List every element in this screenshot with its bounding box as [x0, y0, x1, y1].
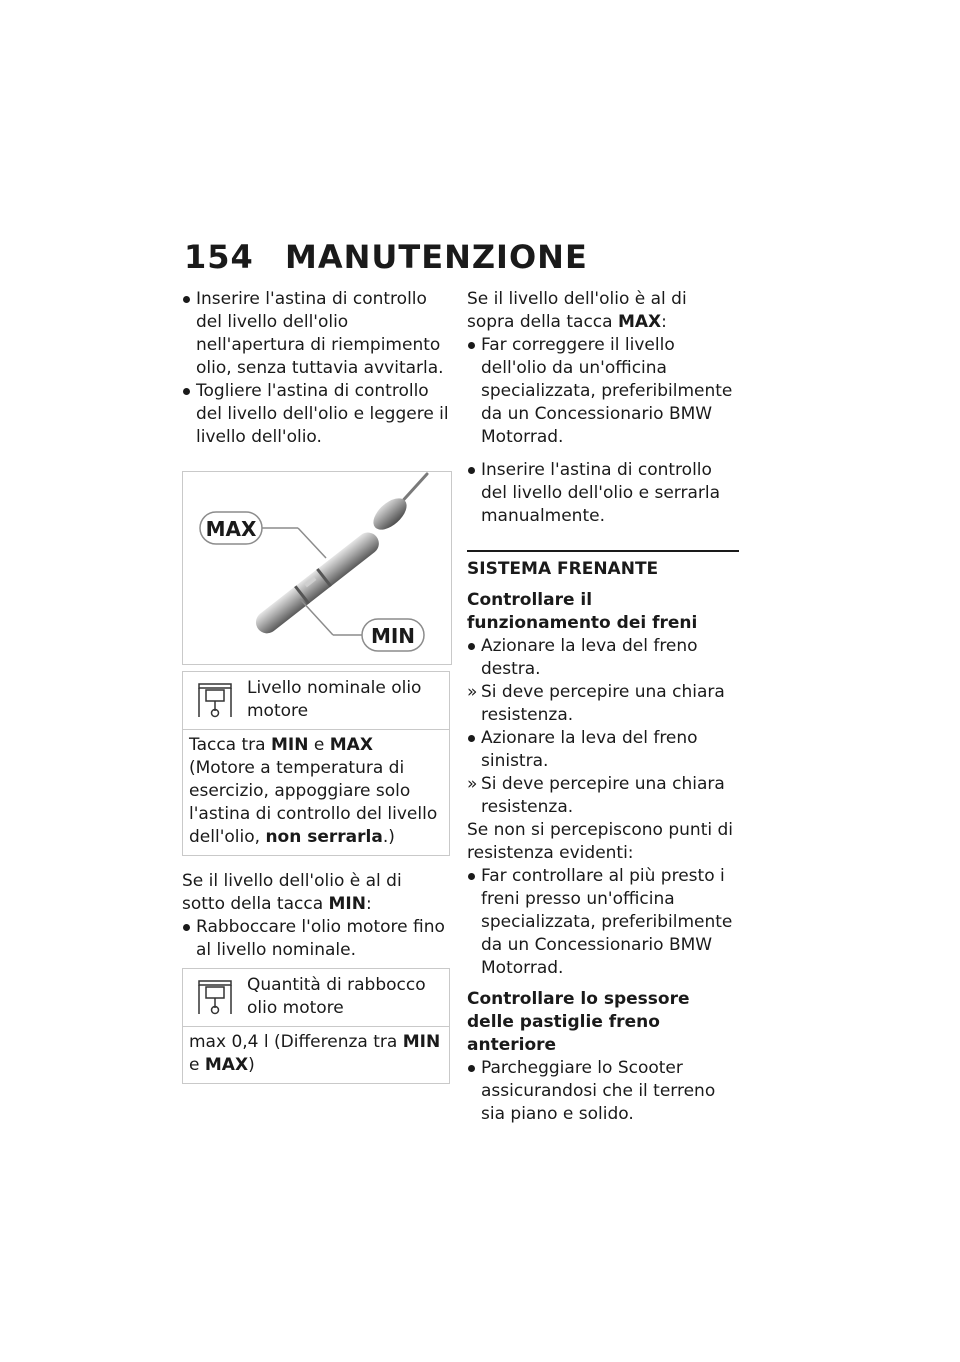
engine-piston-icon [197, 681, 233, 719]
max-mark: MAX [329, 735, 373, 755]
result-left-brake: » Si deve percepire una chiara resistenza. [467, 773, 739, 819]
spec-title: Livello nominale olio motore [247, 678, 422, 721]
section-title-brakes: SISTEMA FRENANTE [467, 550, 739, 581]
above-max-condition [467, 288, 739, 334]
dipstick-illustration [183, 472, 451, 664]
condition-min: MIN [328, 894, 366, 914]
step-insert-dipstick: Inserire l'astina di controllo del livello dell'olio nell'apertura di riempimento olio, senza tuttavia avvitarla. [182, 288, 450, 380]
spec-value-end: ) [248, 1055, 255, 1075]
subheading-brake-function: Controllare il funzionamento dei freni [467, 590, 698, 633]
min-callout-label: MIN [370, 624, 416, 648]
step-park-scooter: Parcheggiare lo Scooter assicurandosi che il terreno sia piano e solido. [467, 1057, 739, 1126]
below-min-condition [182, 870, 450, 916]
no-resistance-condition: Se non si percepiscono punti di resistenza evidenti: [467, 820, 734, 863]
condition-colon: : [661, 312, 667, 332]
spec-value-end: .) [382, 827, 395, 847]
page-number: 154 [184, 238, 254, 276]
step-right-brake: Azionare la leva del freno destra. [467, 635, 739, 681]
step-top-up: Rabboccare l'olio motore fino al livello nominale. [182, 916, 450, 962]
spec-nominal-oil-level [182, 671, 450, 856]
result-right-brake: » Si deve percepire una chiara resistenza. [467, 681, 739, 727]
spec-value [183, 1027, 449, 1083]
condition-text: Se il livello dell'olio è al di sotto della tacca [182, 871, 402, 914]
max-callout-label: MAX [205, 517, 257, 541]
spec-value-prefix: Tacca tra [189, 735, 271, 755]
right-column [467, 288, 739, 1126]
left-column [182, 288, 450, 1084]
step-workshop-check: Far controllare al più presto i freni presso un'officina specializzata, preferibilmente da un Concessionario BMW Motorrad. [467, 865, 739, 980]
condition-colon: : [366, 894, 372, 914]
step-read-level: Togliere l'astina di controllo del livello dell'olio e leggere il livello dell'olio. [182, 380, 450, 449]
subheading-brake-pads: Controllare lo spessore delle pastiglie freno anteriore [467, 989, 690, 1055]
page-title: MANUTENZIONE [285, 238, 588, 276]
max-mark: MAX [204, 1055, 249, 1075]
spec-value-emphasis: non serrarla [265, 827, 383, 847]
step-tighten-dipstick: Inserire l'astina di controllo del livello dell'olio e serrarla manualmente. [467, 459, 739, 528]
spec-value [183, 730, 449, 855]
spec-value-detail: (Motore a temperatura di esercizio, appoggiare solo l'astina di controllo del livello dell'olio, [189, 758, 438, 847]
spec-title: Quantità di rabbocco olio motore [247, 975, 426, 1018]
step-left-brake: Azionare la leva del freno sinistra. [467, 727, 739, 773]
spec-and: e [189, 1055, 205, 1075]
condition-text: Se il livello dell'olio è al di sopra della tacca [467, 289, 687, 332]
spec-value-prefix: max 0,4 l (Differenza tra [189, 1032, 403, 1052]
min-mark: MIN [270, 735, 309, 755]
min-mark: MIN [402, 1032, 441, 1052]
condition-max: MAX [617, 312, 662, 332]
engine-piston-icon [197, 978, 233, 1016]
spec-top-up-quantity [182, 968, 450, 1084]
step-correct-level: Far correggere il livello dell'olio da un'officina specializzata, preferibilmente da un Concessionario BMW Motorrad. [467, 334, 739, 449]
dipstick-figure [182, 471, 452, 665]
spec-and: e [308, 735, 330, 755]
